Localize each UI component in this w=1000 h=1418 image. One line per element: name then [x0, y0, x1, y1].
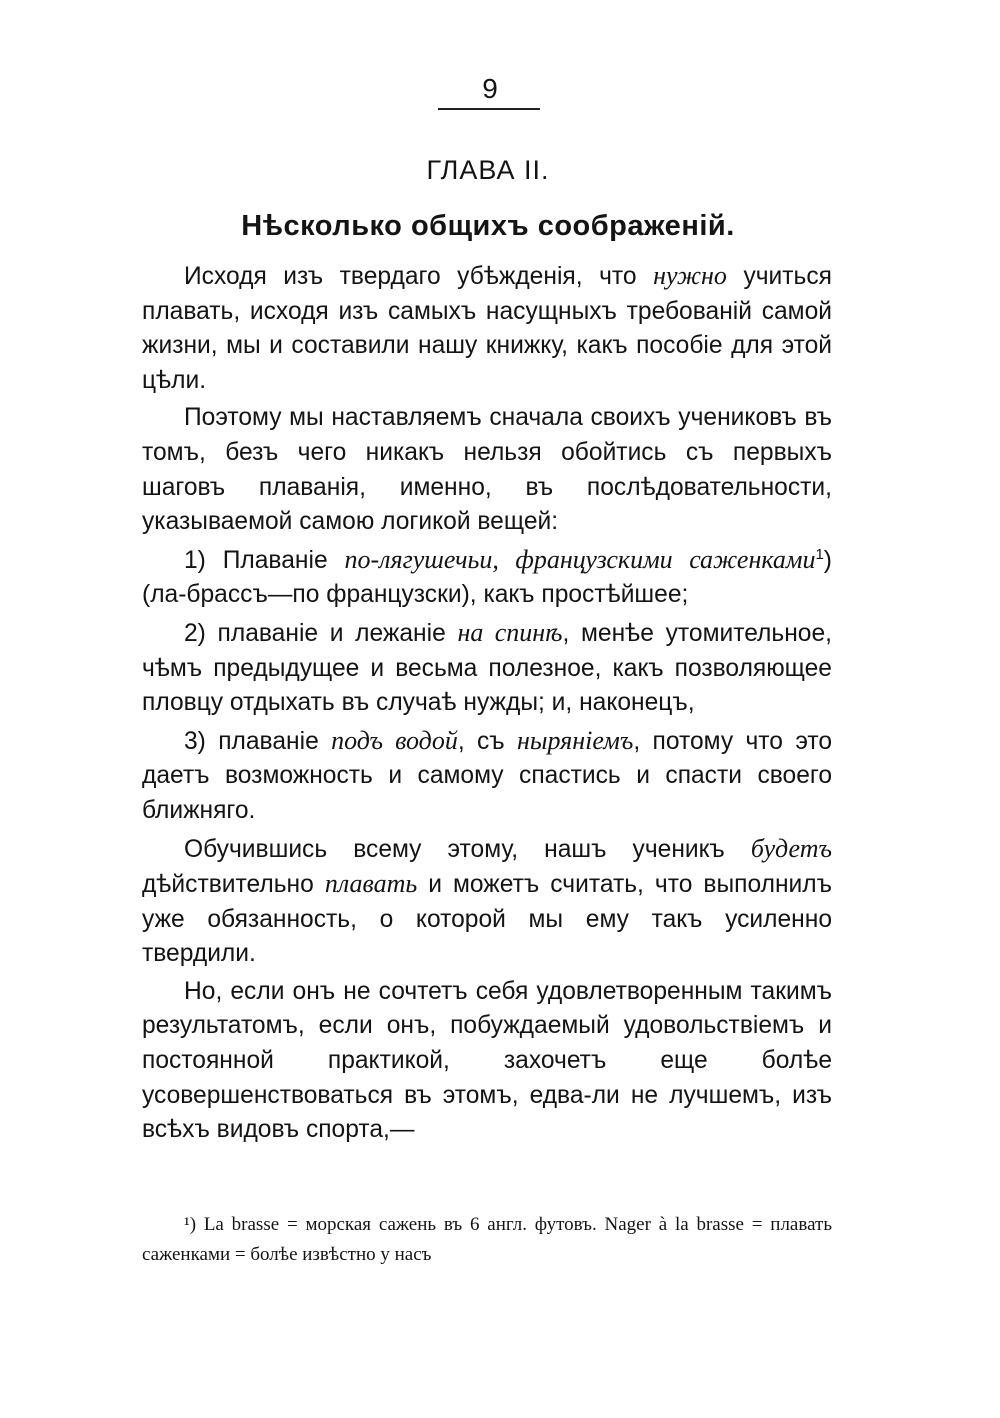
paragraph [142, 975, 832, 1148]
text-run: учиться плавать, исходя изъ самыхъ насущныхъ требованiй самой жизни, мы и составили нашу книжку, какъ пособiе для этой цѣли. [142, 263, 832, 394]
italic-text: нужно [653, 261, 727, 290]
paragraph [142, 832, 832, 972]
paragraph [142, 616, 832, 721]
text-run: дѣйствительно [142, 871, 325, 899]
italic-text: плавать [324, 869, 418, 899]
italic-text: нырянiемъ [517, 725, 634, 755]
page-number: 9 [482, 73, 498, 104]
text-run: , потому что это даетъ возможность и самому спастись и спасти своего ближняго. [142, 727, 832, 824]
italic-text: подъ водой [331, 725, 458, 755]
text-run: 1) Плаванiе [184, 546, 345, 574]
text-run: Поэтому мы наставляемъ сначала своихъ учениковъ въ томъ, безъ чего никакъ нельзя обойтись съ первыхъ шаговъ плаванiя, именно, въ послѣдовательности, указываемой самою логикой вещей: [142, 404, 832, 536]
paragraph [142, 259, 832, 398]
italic-text: по-лягушечьи, французскими саженками [344, 544, 816, 574]
italic-text: на спинѣ [457, 617, 563, 647]
text-run: , менѣе утомительное, чѣмъ предыдущее и весьма полезное, какъ позволяющее пловцу отдыхать въ случаѣ нужды; и, наконецъ, [142, 619, 832, 717]
paragraph [142, 401, 832, 539]
paragraph [142, 543, 832, 613]
text-run: 3) плаванiе [184, 727, 332, 755]
paragraph [142, 724, 832, 829]
body-text [142, 259, 832, 1151]
text-run: и можетъ считать, что выполнилъ уже обязанность, о которой мы ему такъ усиленно твердили. [142, 871, 832, 968]
footnote-text: ¹) La brasse = морская сажень въ 6 англ. футовъ. Nager à la brasse = плавать саженками = болѣе извѣстно у насъ [142, 1214, 832, 1265]
text-run: ) (ла-брассъ—по французски), какъ простѣйшее; [142, 546, 832, 609]
text-run: Обучившись всему этому, нашъ ученикъ [184, 835, 751, 863]
text-run: Но, если онъ не сочтетъ себя удовлетворенным такимъ результатомъ, если онъ, побуждаемый удовольствiемъ и постоянной практикой, захочетъ еще болѣе усовершенствоваться въ этомъ, едва-ли не лучшемъ, изъ всѣхъ видовъ спорта,— [142, 977, 832, 1144]
text-run: Исходя изъ твердаго убѣжденiя, что [184, 263, 654, 290]
footnote [142, 1210, 832, 1270]
chapter-heading: ГЛАВА II. [426, 155, 550, 185]
text-run: 2) плаванiе и лежанiе [184, 619, 458, 647]
page-number-rule [438, 108, 540, 110]
footnote-marker: 1 [815, 545, 824, 563]
text-run: , съ [457, 727, 518, 755]
italic-text: будетъ [750, 833, 832, 863]
chapter-title: Нѣсколько общихъ соображенiй. [241, 210, 735, 242]
